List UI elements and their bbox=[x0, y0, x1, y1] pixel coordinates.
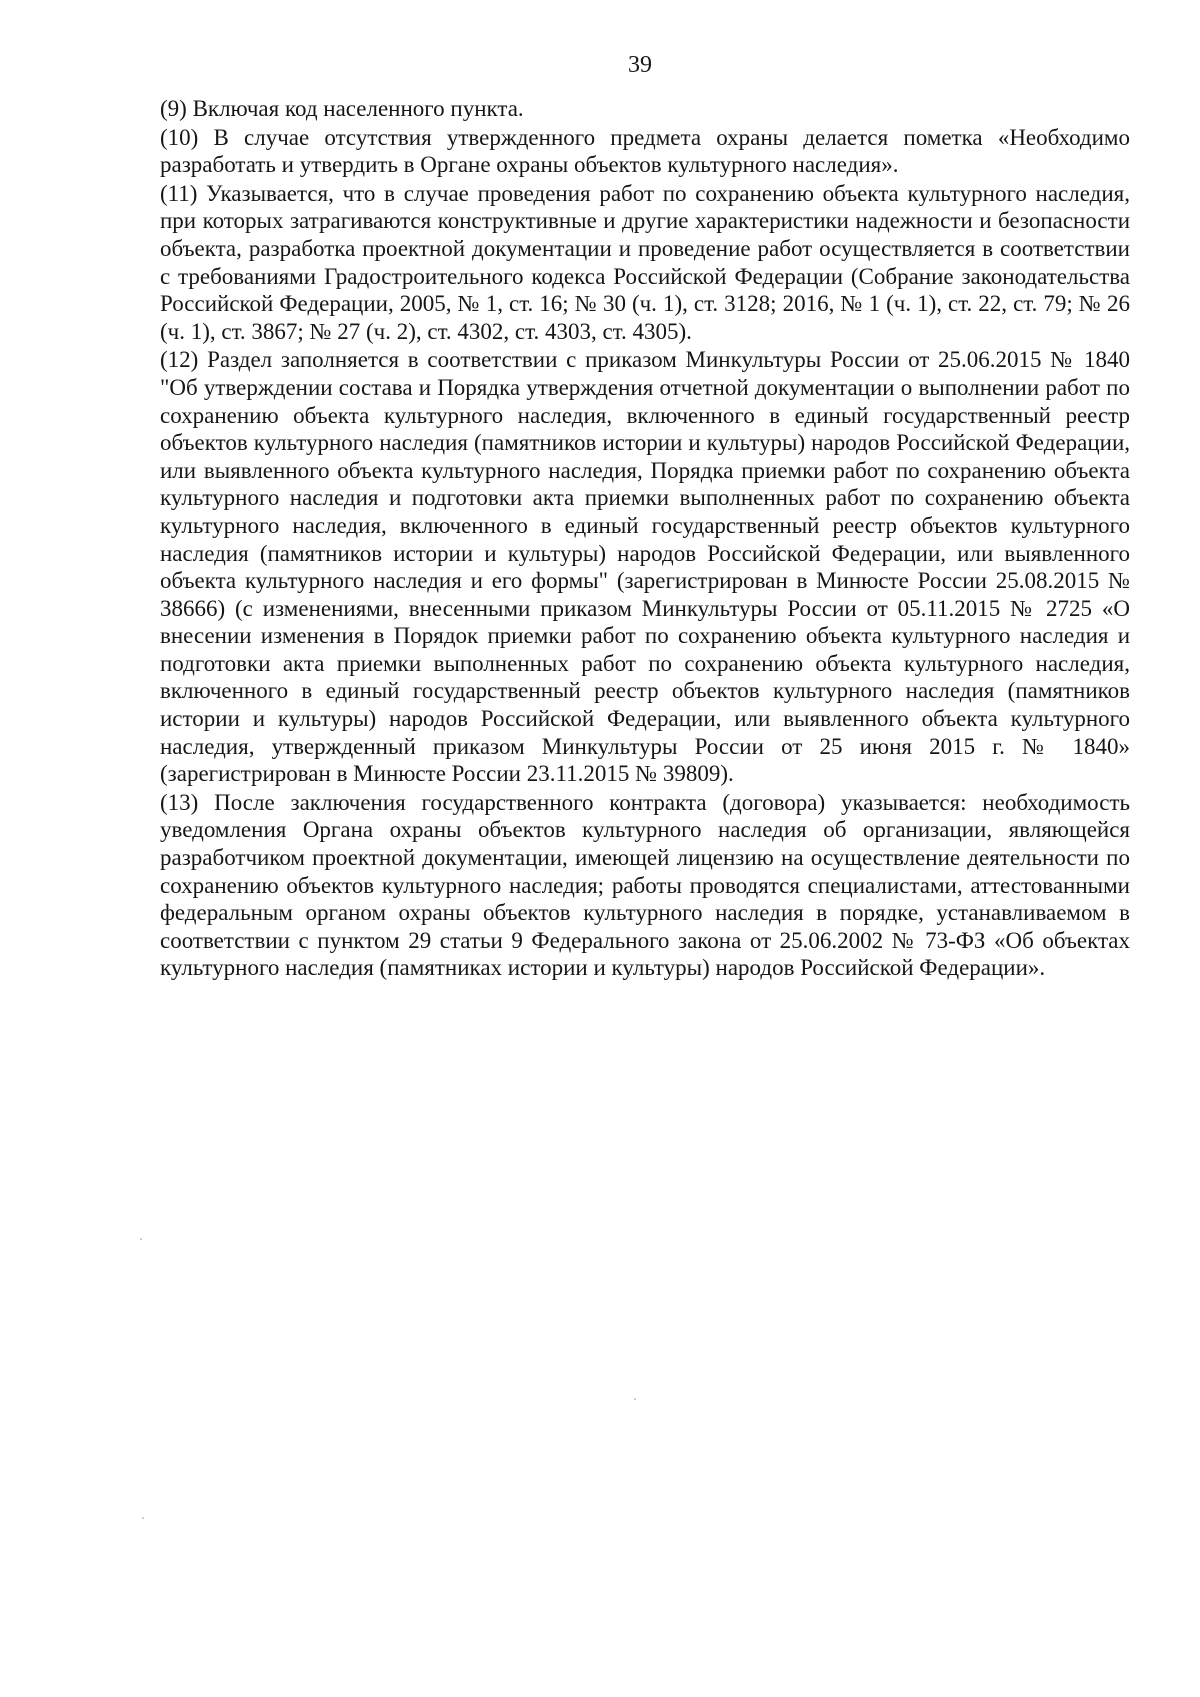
footnote-9: (9) Включая код населенного пункта. bbox=[160, 96, 524, 121]
footnotes-section bbox=[160, 95, 1130, 982]
scan-artifact bbox=[140, 1238, 142, 1240]
footnote-13: (13) После заключения государственного контракта (договора) указывается: необходимость уведомления Органа охраны объектов культурного наследия об организации, являющейся разработчиком проектной документации, имеющей лицензию на осуществление деятельности по сохранению объектов культурного наследия; работы проводятся специалистами, аттестованными федеральным органом охраны объектов культурного наследия в порядке, устанавливаемом в соответствии с пунктом 29 статьи 9 Федерального закона от 25.06.2002 № 73-ФЗ «Об объектах культурного наследия (памятниках истории и культуры) народов Российской Федерации». bbox=[160, 789, 1130, 981]
footnote-11: (11) Указывается, что в случае проведения работ по сохранению объекта культурного наследия, при которых затрагиваются конструктивные и другие характеристики надежности и безопасности объекта, разработка проектной документации и проведение работ осуществляется в соответствии с требованиями Градостроительного кодекса Российской Федерации (Собрание законодательства Российской Федерации, 2005, № 1, ст. 16; № 30 (ч. 1), ст. 3128; 2016, № 1 (ч. 1), ст. 22, ст. 79; № 26 (ч. 1), ст. 3867; № 27 (ч. 2), ст. 4302, ст. 4303, ст. 4305). bbox=[160, 180, 1130, 344]
scan-artifact bbox=[634, 1398, 636, 1400]
footnote-10: (10) В случае отсутствия утвержденного предмета охраны делается пометка «Необходимо разработать и утвердить в Органе охраны объектов культурного наследия». bbox=[160, 124, 1130, 178]
scan-artifact bbox=[142, 1517, 144, 1519]
footnote-12: (12) Раздел заполняется в соответствии с приказом Минкультуры России от 25.06.2015 № 1840 "Об утверждении состава и Порядка утверждения отчетной документации о выполнении работ по сохранению объекта культурного наследия, включенного в единый государственный реестр объектов культурного наследия (памятников истории и культуры) народов Российской Федерации, или выявленного объекта культурного наследия, Порядка приемки работ по сохранению объекта культурного наследия и подготовки акта приемки выполненных работ по сохранению объекта культурного наследия, включенного в единый государственный реестр объектов культурного наследия (памятников истории и культуры) народов Российской Федерации, или выявленного объекта культурного наследия и его формы" (зарегистрирован в Минюсте России 25.08.2015 № 38666) (с изменениями, внесенными приказом Минкультуры России от 05.11.2015 № 2725 «О внесении изменения в Порядок приемки работ по сохранению объекта культурного наследия и подготовки акта приемки выполненных работ по сохранению объекта культурного наследия, включенного в единый государственный реестр объектов культурного наследия (памятников истории и культуры) народов Российской Федерации, или выявленного объекта культурного наследия, утвержденный приказом Минкультуры России от 25 июня 2015 г. № 1840» (зарегистрирован в Минюсте России 23.11.2015 № 39809). bbox=[160, 347, 1130, 787]
page-number: 39 bbox=[628, 52, 652, 78]
